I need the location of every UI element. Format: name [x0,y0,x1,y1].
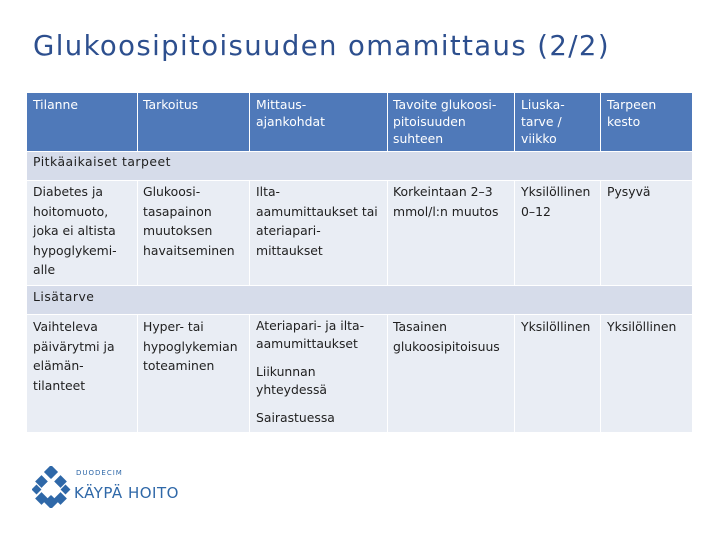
header-label-kesto: Tarpeen kesto [607,97,657,129]
column-divider [249,181,250,285]
column-divider [137,181,138,285]
logo-duodecim-text: DUODECIM [76,469,123,477]
table-cell-mittausajankohdat: Ilta- aamumittaukset tai ateriapari- mittaukset [256,184,378,258]
column-divider [249,315,250,432]
column-divider [514,181,515,285]
page-title: Glukoosipitoisuuden omamittaus (2/2) [33,30,610,62]
table-cell-kesto: Pysyvä [607,184,651,199]
header-label-tarkoitus: Tarkoitus [143,97,199,112]
table-cell-mittausajankohdat: Ateriapari- ja ilta- aamumittaukset Liikunnan yhteydessä Sairastuessa [256,318,365,425]
column-divider [137,315,138,432]
table-cell-tarkoitus: Glukoosi- tasapainon muutoksen havaitseminen [143,184,235,258]
table-cell-liuskatarve: Yksilöllinen [521,319,591,334]
section-header-lisatarve [27,286,692,314]
section-label-pitkaaikaiset: Pitkäaikaiset tarpeet [33,154,171,169]
table-cell-tavoite: Korkeintaan 2–3 mmol/l:n muutos [393,184,499,219]
section-label-lisatarve: Lisätarve [33,289,95,304]
table-cell-liuskatarve: Yksilöllinen 0–12 [521,184,591,219]
column-divider [600,181,601,285]
header-label-tavoite: Tavoite glukoosi- pitoisuuden suhteen [393,97,497,146]
column-divider [387,315,388,432]
table-cell-tilanne: Vaihteleva päivärytmi ja elämän- tilanteet [33,319,115,393]
table-cell-tarkoitus: Hyper- tai hypoglykemian toteaminen [143,319,238,373]
table-cell-tavoite: Tasainen glukoosipitoisuus [393,319,500,354]
header-label-mittausajankohdat: Mittaus- ajankohdat [256,97,325,129]
column-divider [387,181,388,285]
duodecim-diamond-logo-icon [32,466,72,508]
column-divider [600,315,601,432]
header-label-tilanne: Tilanne [33,97,78,112]
table-cell-tilanne: Diabetes ja hoitomuoto, joka ei altista hypoglykemi- alle [33,184,117,277]
header-label-liuskatarve: Liuska- tarve / viikko [521,97,565,146]
logo-kaypa-hoito-text: KÄYPÄ HOITO [74,484,179,502]
table-cell-kesto: Yksilöllinen [607,319,677,334]
column-divider [514,315,515,432]
